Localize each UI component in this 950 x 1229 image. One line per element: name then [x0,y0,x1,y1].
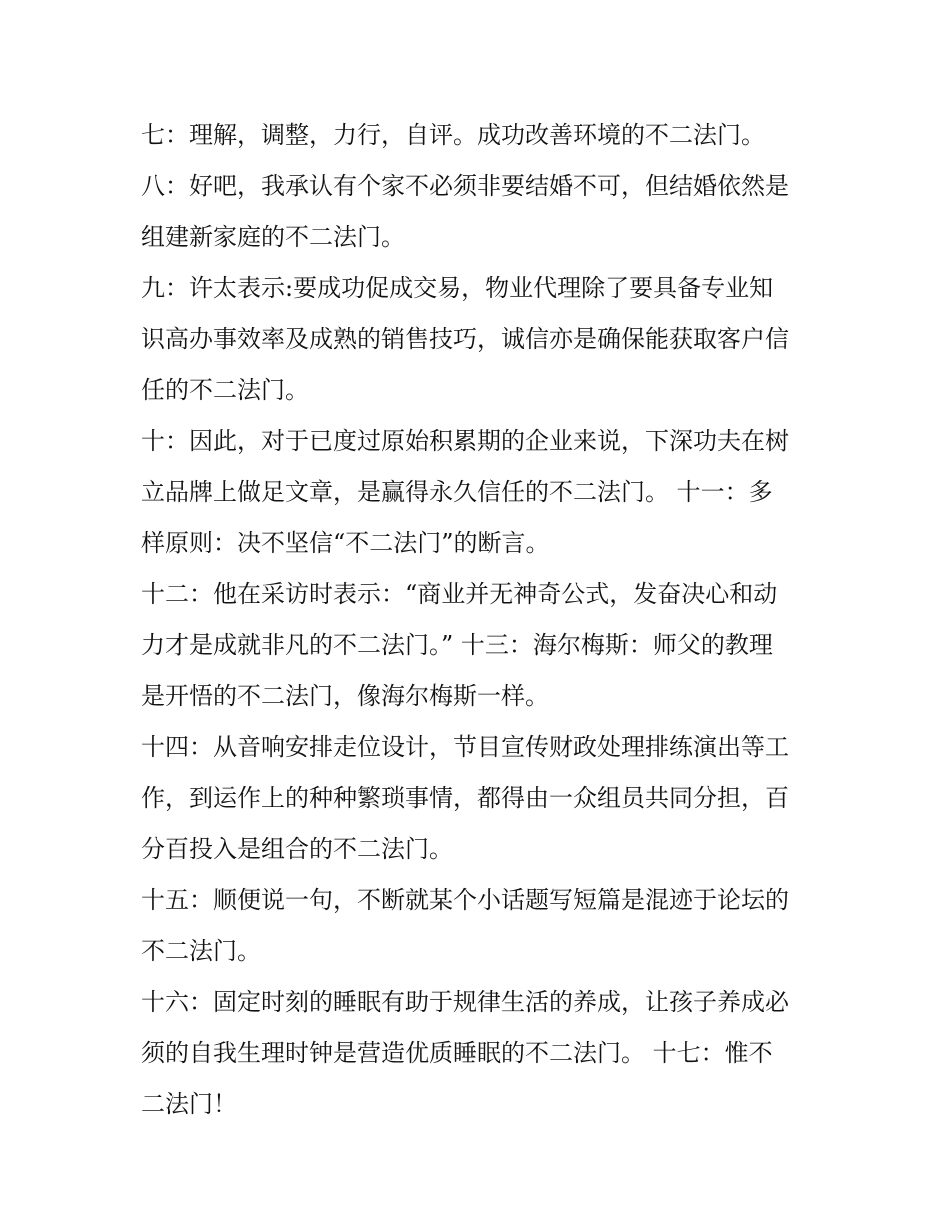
text-line: 分百投入是组合的不二法门。 [141,835,453,863]
text-line: 不二法门。 [141,937,261,965]
text-line: 任的不二法门。 [141,376,309,404]
text-line: 二法门！ [141,1090,237,1118]
text-line: 样原则：决不坚信“不二法门”的断言。 [141,529,550,557]
text-line: 十二：他在采访时表示：“商业并无神奇公式，发奋决心和动 [141,580,778,608]
text-line: 九：许太表示:要成功促成交易，物业代理除了要具备专业知 [141,274,774,302]
text-line: 组建新家庭的不二法门。 [141,223,405,251]
text-line: 力才是成就非凡的不二法门。” 十三：海尔梅斯：师父的教理 [141,631,773,659]
text-line: 八：好吧，我承认有个家不必须非要结婚不可，但结婚依然是 [141,172,789,200]
text-line: 十四：从音响安排走位设计，节目宣传财政处理排练演出等工 [141,733,789,761]
text-line: 十：因此，对于已度过原始积累期的企业来说，下深功夫在树 [141,427,789,455]
text-line: 十六：固定时刻的睡眠有助于规律生活的养成，让孩子养成必 [141,988,789,1016]
text-line: 七：理解，调整，力行，自评。成功改善环境的不二法门。 [141,121,765,149]
text-line: 作，到运作上的种种繁琐事情，都得由一众组员共同分担，百 [141,784,789,812]
text-line: 须的自我生理时钟是营造优质睡眠的不二法门。 十七：惟不 [141,1039,773,1067]
document-body [141,110,821,1130]
text-line: 立品牌上做足文章，是赢得永久信任的不二法门。 十一：多 [141,478,773,506]
text-line: 识高办事效率及成熟的销售技巧，诚信亦是确保能获取客户信 [141,325,789,353]
text-line: 十五：顺便说一句，不断就某个小话题写短篇是混迹于论坛的 [141,886,789,914]
text-line: 是开悟的不二法门，像海尔梅斯一样。 [141,682,549,710]
